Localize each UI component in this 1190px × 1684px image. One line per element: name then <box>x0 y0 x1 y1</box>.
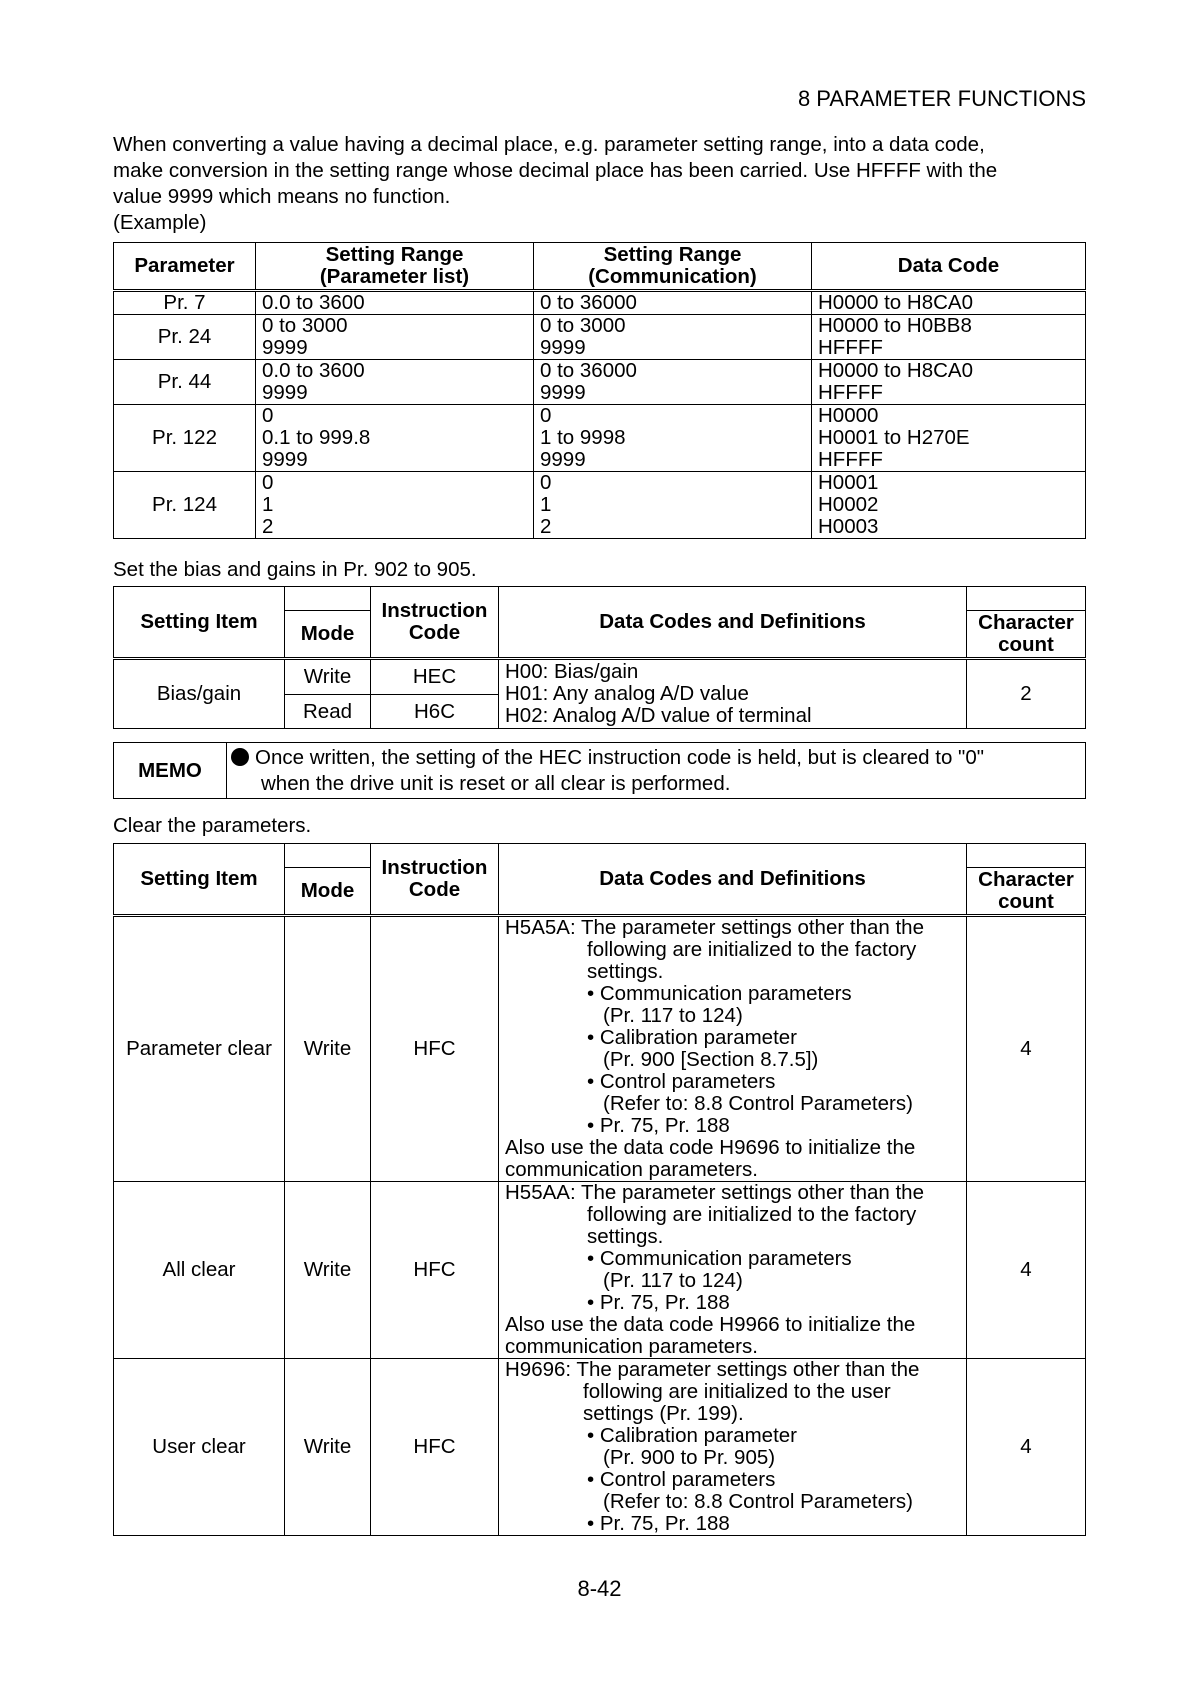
parameter-cell: Pr. 122 <box>114 405 256 472</box>
table-row <box>114 916 1086 1182</box>
header-setting-item: Setting Item <box>114 844 285 916</box>
header-setting-item: Setting Item <box>114 587 285 659</box>
table-row <box>114 472 1086 539</box>
instruction-code-cell: HFC <box>371 1359 499 1536</box>
conversion-example-table <box>113 242 1086 539</box>
header-mode: Mode <box>285 611 371 659</box>
header-setting-range-list: Setting Range (Parameter list) <box>256 243 534 291</box>
bullet-icon <box>231 748 249 766</box>
section-header: 8 PARAMETER FUNCTIONS <box>797 86 1086 111</box>
character-count-cell: 4 <box>967 1359 1086 1536</box>
parameter-clear-table <box>113 843 1086 1536</box>
table-row <box>114 360 1086 405</box>
definitions-cell: H00: Bias/gain H01: Any analog A/D value H02: Analog A/D value of terminal <box>499 659 967 729</box>
definitions-cell: H55AA: The parameter settings other than the following are initialized to the factory settings. • Communication parameters (Pr. 117 to 124) • Pr. 75, Pr. 188 Also use the data code H9966 to initialize the communication parameters. <box>499 1182 967 1359</box>
instruction-code-cell: HFC <box>371 916 499 1182</box>
header-character-count: Character count <box>967 868 1086 916</box>
intro-line: value 9999 which means no function. <box>113 185 451 208</box>
range-comm-cell: 0 to 3000 9999 <box>534 315 812 360</box>
instruction-code-cell: HEC <box>371 659 499 695</box>
header-data-codes: Data Codes and Definitions <box>499 844 967 916</box>
code-cell: H0000 to H0BB8 HFFFF <box>812 315 1086 360</box>
mode-cell: Write <box>285 1182 371 1359</box>
range-list-cell: 0 to 3000 9999 <box>256 315 534 360</box>
setting-item-cell: User clear <box>114 1359 285 1536</box>
setting-item-cell: All clear <box>114 1182 285 1359</box>
memo-text: Once written, the setting of the HEC instruction code is held, but is cleared to "0" when the drive unit is reset or all clear is performed. <box>227 743 1086 799</box>
page-number: 8-42 <box>577 1576 622 1601</box>
header-setting-range-comm: Setting Range (Communication) <box>534 243 812 291</box>
character-count-cell: 4 <box>967 916 1086 1182</box>
mode-cell: Read <box>285 695 371 729</box>
bias-gain-caption: Set the bias and gains in Pr. 902 to 905. <box>113 558 477 581</box>
header-instruction-code: Instruction Code <box>371 844 499 916</box>
code-cell: H0000 H0001 to H270E HFFFF <box>812 405 1086 472</box>
memo-box <box>113 742 1086 799</box>
table-row <box>114 1359 1086 1536</box>
clear-table-body <box>114 916 1086 1536</box>
bias-gain-table <box>113 586 1086 729</box>
parameter-cell: Pr. 7 <box>114 291 256 315</box>
header-instruction-code: Instruction Code <box>371 587 499 659</box>
mode-cell: Write <box>285 1359 371 1536</box>
range-list-cell: 0.0 to 3600 <box>256 291 534 315</box>
code-cell: H0000 to H8CA0 <box>812 291 1086 315</box>
range-list-cell: 0 0.1 to 999.8 9999 <box>256 405 534 472</box>
parameter-cell: Pr. 124 <box>114 472 256 539</box>
intro-line: make conversion in the setting range whose decimal place has been carried. Use HFFFF with the <box>113 159 998 182</box>
memo-label: MEMO <box>114 743 227 799</box>
header-data-codes: Data Codes and Definitions <box>499 587 967 659</box>
code-cell: H0001 H0002 H0003 <box>812 472 1086 539</box>
setting-item-cell: Bias/gain <box>114 659 285 729</box>
parameter-cell: Pr. 44 <box>114 360 256 405</box>
code-cell: H0000 to H8CA0 HFFFF <box>812 360 1086 405</box>
header-character-count: Character count <box>967 611 1086 659</box>
range-comm-cell: 0 1 2 <box>534 472 812 539</box>
intro-line: (Example) <box>113 211 207 234</box>
header-data-code: Data Code <box>812 243 1086 291</box>
definitions-cell: H9696: The parameter settings other than the following are initialized to the user settings (Pr. 199). • Calibration parameter (Pr. 900 to Pr. 905) • Control parameters (Refer to: 8.8 Control Parameters) • Pr. 75, Pr. 188 <box>499 1359 967 1536</box>
mode-cell: Write <box>285 659 371 695</box>
range-comm-cell: 0 to 36000 <box>534 291 812 315</box>
parameter-cell: Pr. 24 <box>114 315 256 360</box>
character-count-cell: 4 <box>967 1182 1086 1359</box>
definitions-cell: H5A5A: The parameter settings other than the following are initialized to the factory settings. • Communication parameters (Pr. 117 to 124) • Calibration parameter (Pr. 900 [Section 8.7.5]) • Control parameters (Refer to: 8.8 Control Parameters) • Pr. 75, Pr. 188 Also use the data code H9696 to initialize the communication parameters. <box>499 916 967 1182</box>
range-list-cell: 0.0 to 3600 9999 <box>256 360 534 405</box>
clear-params-caption: Clear the parameters. <box>113 814 312 837</box>
instruction-code-cell: H6C <box>371 695 499 729</box>
table-row <box>114 315 1086 360</box>
conversion-table-body <box>114 291 1086 539</box>
setting-item-cell: Parameter clear <box>114 916 285 1182</box>
range-list-cell: 0 1 2 <box>256 472 534 539</box>
character-count-cell: 2 <box>967 659 1086 729</box>
intro-paragraph <box>113 132 1086 236</box>
range-comm-cell: 0 1 to 9998 9999 <box>534 405 812 472</box>
header-parameter: Parameter <box>114 243 256 291</box>
table-row <box>114 291 1086 315</box>
mode-cell: Write <box>285 916 371 1182</box>
table-row <box>114 405 1086 472</box>
instruction-code-cell: HFC <box>371 1182 499 1359</box>
range-comm-cell: 0 to 36000 9999 <box>534 360 812 405</box>
header-mode: Mode <box>285 868 371 916</box>
table-row <box>114 1182 1086 1359</box>
intro-line: When converting a value having a decimal place, e.g. parameter setting range, into a data code, <box>113 133 985 156</box>
